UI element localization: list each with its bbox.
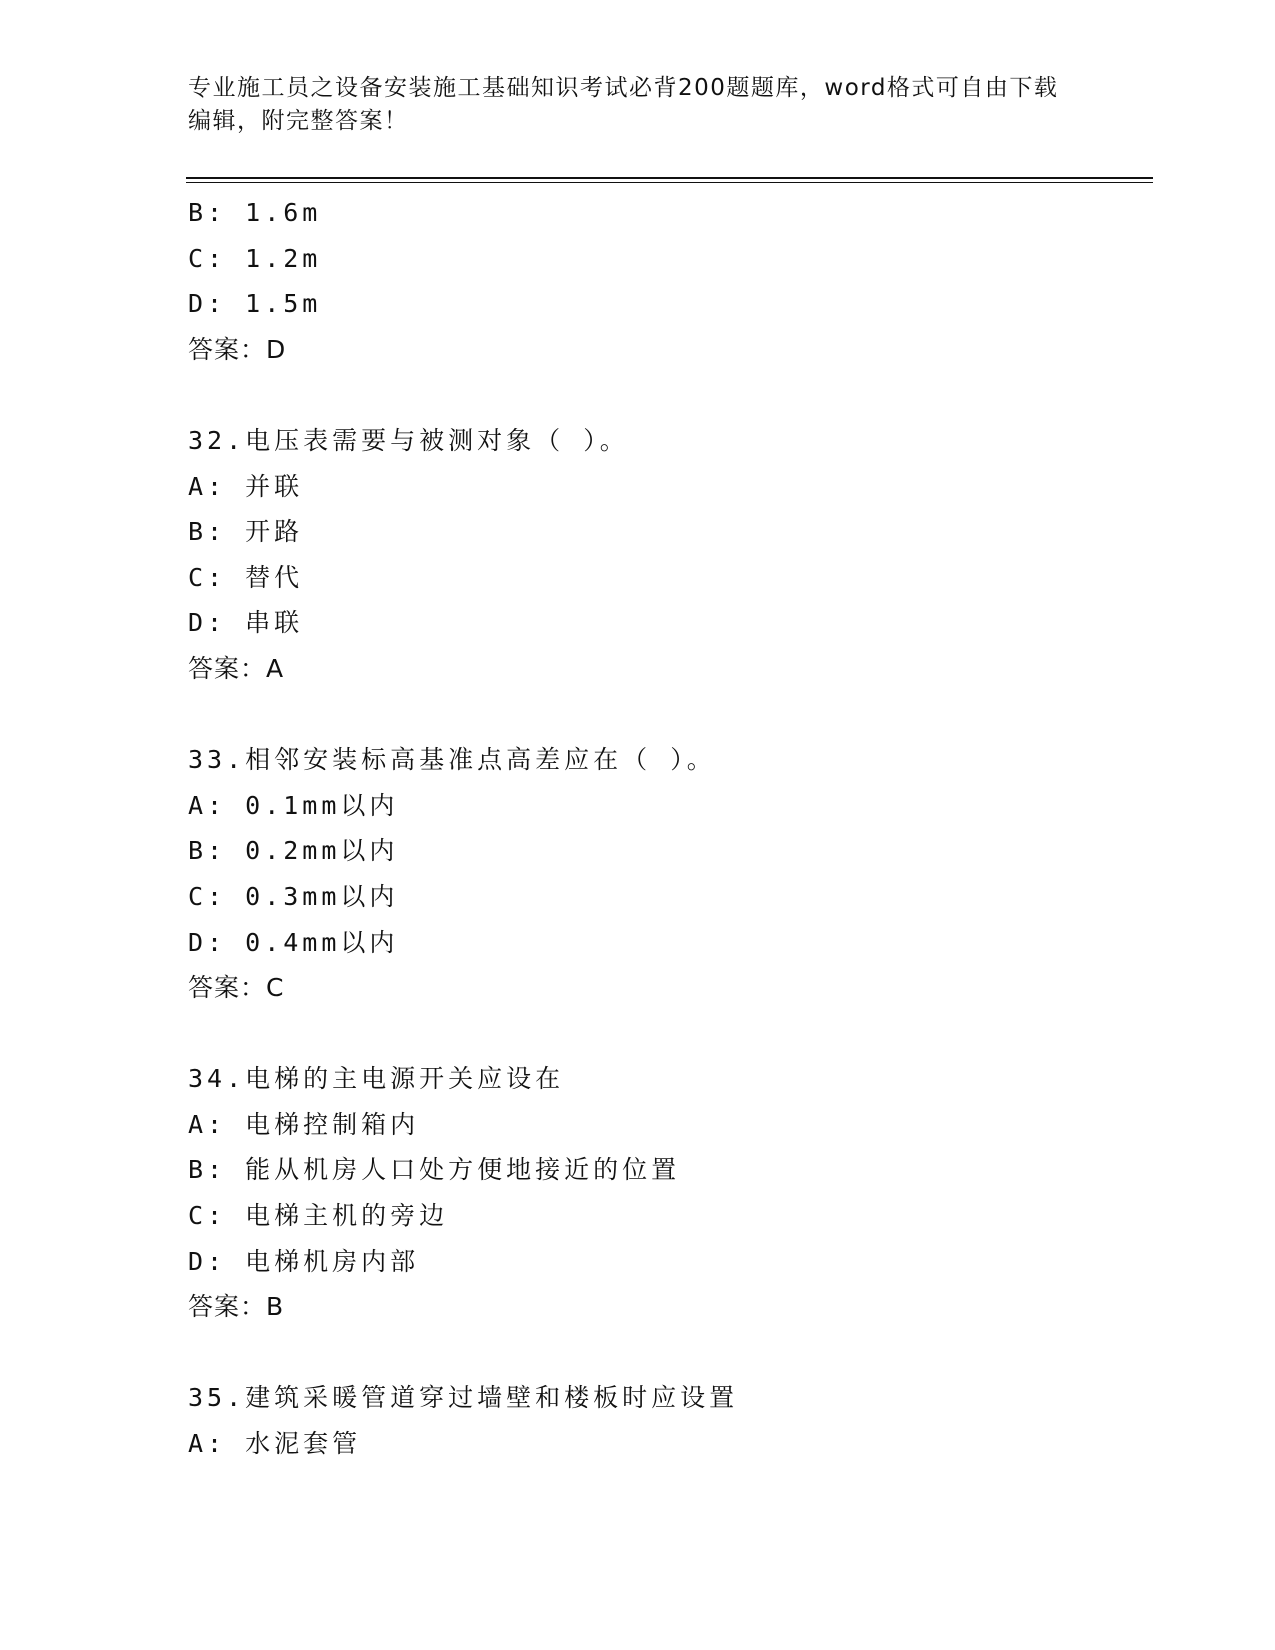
spacer	[188, 1330, 1138, 1376]
answer: 答案：A	[188, 653, 285, 683]
option-b: B: 能从机房人口处方便地接近的位置	[188, 1155, 681, 1185]
question-text: 34.电梯的主电源开关应设在	[188, 1064, 565, 1094]
header-divider-thick	[186, 177, 1153, 179]
header-line-1: 专业施工员之设备安装施工基础知识考试必背200题题库，word格式可自由下载	[188, 75, 1059, 101]
option-a: A: 并联	[188, 471, 304, 501]
header-divider-thin	[186, 182, 1153, 183]
option-a: A: 水泥套管	[188, 1429, 362, 1459]
question-35	[188, 1375, 1138, 1466]
option-b: B: 1.6m	[188, 198, 322, 227]
document-header	[188, 72, 1088, 138]
spacer	[188, 692, 1138, 738]
option-c: C: 1.2m	[188, 243, 322, 273]
option-a: A: 0.1mm以内	[188, 790, 399, 820]
answer: 答案：C	[188, 973, 285, 1003]
option-d: D: 1.5m	[188, 289, 322, 319]
spacer	[188, 1011, 1138, 1057]
option-a: A: 电梯控制箱内	[188, 1109, 420, 1139]
option-d: D: 串联	[188, 608, 304, 638]
question-31-fragment	[188, 190, 1138, 372]
option-c: C: 0.3mm以内	[188, 881, 399, 911]
option-c: C: 替代	[188, 562, 304, 592]
question-33	[188, 737, 1138, 1011]
question-text: 33.相邻安装标高基准点高差应在（ ）。	[188, 745, 716, 775]
option-d: D: 电梯机房内部	[188, 1246, 420, 1276]
option-d: D: 0.4mm以内	[188, 927, 399, 957]
question-list	[188, 190, 1138, 1467]
answer: 答案：B	[188, 1292, 285, 1322]
answer: 答案：D	[188, 334, 287, 364]
option-c: C: 电梯主机的旁边	[188, 1201, 449, 1231]
header-line-2: 编辑，附完整答案！	[188, 108, 409, 134]
question-text: 32.电压表需要与被测对象（ ）。	[188, 425, 629, 455]
option-b: B: 开路	[188, 517, 304, 547]
question-34	[188, 1056, 1138, 1330]
question-text: 35.建筑采暖管道穿过墙壁和楼板时应设置	[188, 1383, 739, 1413]
option-b: B: 0.2mm以内	[188, 836, 399, 866]
spacer	[188, 372, 1138, 418]
question-32	[188, 418, 1138, 692]
